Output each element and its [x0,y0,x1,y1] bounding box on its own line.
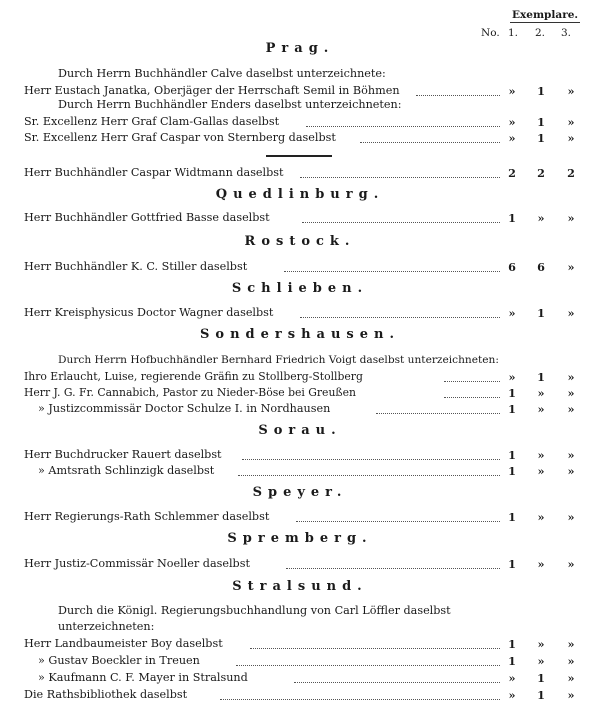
count-col1: » [508,115,516,129]
count-col2: » [537,464,545,478]
count-col3: » [567,654,575,668]
count-col2: 1 [537,671,545,685]
section-heading-rostock: Rostock. [244,234,356,249]
count-col1: 1 [508,510,516,524]
leader-dots [416,79,500,96]
list-row [24,165,576,181]
section-heading-sorau: Sorau. [258,423,342,438]
entry-text: Herr Buchhändler Caspar Widtmann daselbst [24,166,284,179]
count-col2: 2 [537,166,545,180]
leader-dots [376,397,500,414]
intro-stralsund-unterzeichneten: unterzeichneten: [58,620,155,633]
count-col3: » [567,306,575,320]
entry-text: Herr Eustach Janatka, Oberjäger der Herrschaft Semil in Böhmen [24,84,400,97]
count-col2: » [537,386,545,400]
list-row [24,130,576,146]
list-row [24,401,576,417]
count-col3: » [567,557,575,571]
count-col3: » [567,510,575,524]
count-col3: » [567,464,575,478]
count-col2: 1 [537,115,545,129]
entry-text: » Gustav Boeckler in Treuen [38,654,200,667]
count-col2: » [537,211,545,225]
count-col2: » [537,654,545,668]
list-row [24,259,576,275]
leader-dots [238,459,500,476]
count-col1: 1 [508,557,516,571]
count-col2: » [537,402,545,416]
section-heading-prag: Prag. [265,41,335,56]
entry-text: Ihro Erlaucht, Luise, regierende Gräfin zu Stollberg-Stollberg [24,370,363,383]
count-col1: » [508,671,516,685]
entry-text: » Justizcommissär Doctor Schulze I. in Nordhausen [38,402,331,415]
leader-dots [444,365,500,382]
leader-dots [250,632,500,649]
leader-dots [306,110,500,127]
list-row [24,463,576,479]
entry-text: Sr. Excellenz Herr Graf Clam-Gallas daselbst [24,115,280,128]
list-row [24,556,576,572]
count-col2: » [537,448,545,462]
count-col1: » [508,131,516,145]
entry-text: » Kaufmann C. F. Mayer in Stralsund [38,671,248,684]
entry-text: » Amtsrath Schlinzigk daselbst [38,464,215,477]
section-heading-sondershausen: Sondershausen. [200,327,400,342]
count-col3: » [567,688,575,702]
count-col3: » [567,671,575,685]
count-col3: » [567,370,575,384]
count-col3: » [567,386,575,400]
entry-text: Herr Buchhändler K. C. Stiller daselbst [24,260,248,273]
count-col3: » [567,131,575,145]
leader-dots [300,301,500,318]
entry-text: Herr Kreisphysicus Doctor Wagner daselbst [24,306,274,319]
entry-text: Herr Buchhändler Gottfried Basse daselbst [24,211,270,224]
count-col1: » [508,688,516,702]
leader-dots [302,206,500,223]
section-heading-stralsund: Stralsund. [232,579,368,594]
count-col2: » [537,557,545,571]
count-col1: 1 [508,654,516,668]
count-col2: 1 [537,370,545,384]
entry-text: Herr Regierungs-Rath Schlemmer daselbst [24,510,270,523]
count-col2: 1 [537,306,545,320]
count-col3: » [567,402,575,416]
entry-text: Herr Justiz-Commissär Noeller daselbst [24,557,250,570]
section-heading-schlieben: Schlieben. [231,281,369,296]
count-col3: » [567,637,575,651]
count-col2: » [537,510,545,524]
count-col3: » [567,84,575,98]
section-divider [266,155,332,157]
intro-prag-calve: Durch Herrn Buchhändler Calve daselbst unterzeichnete: [58,67,386,80]
leader-dots [286,552,500,569]
list-row [24,509,576,525]
leader-dots [444,381,500,398]
leader-dots [360,126,500,143]
count-col1: » [508,370,516,384]
count-col3: 2 [567,166,575,180]
leader-dots [220,683,500,700]
intro-sondershausen-voigt: Durch Herrn Hofbuchhändler Bernhard Friedrich Voigt daselbst unterzeichneten: [58,354,499,366]
section-heading-quedlinburg: Quedlinburg. [215,187,385,202]
count-col3: » [567,211,575,225]
entry-text: Die Rathsbibliothek daselbst [24,688,188,701]
count-col1: 6 [508,260,516,274]
leader-dots [294,666,500,683]
entry-text: Herr J. G. Fr. Cannabich, Pastor zu Nieder-Böse bei Greußen [24,386,356,399]
leader-dots [242,443,500,460]
count-col2: 1 [537,688,545,702]
count-col2: 6 [537,260,545,274]
count-col1: 1 [508,211,516,225]
count-col1: 1 [508,402,516,416]
list-row [24,210,576,226]
leader-dots [296,505,500,522]
leader-dots [284,255,500,272]
intro-stralsund-loeffler: Durch die Königl. Regierungsbuchhandlung von Carl Löffler daselbst [58,604,451,617]
count-col1: 1 [508,448,516,462]
leader-dots [300,161,500,178]
count-col1: 2 [508,166,516,180]
count-col1: 1 [508,637,516,651]
count-col1: » [508,306,516,320]
count-col2: 1 [537,84,545,98]
section-heading-speyer: Speyer. [252,485,348,500]
count-col3: » [567,448,575,462]
column-no-label: No. [481,27,500,39]
column-header-3: 3. [561,27,572,39]
count-col3: » [567,115,575,129]
list-row [24,687,576,703]
column-header-2: 2. [535,27,546,39]
list-row [24,305,576,321]
entry-text: Sr. Excellenz Herr Graf Caspar von Sternberg daselbst [24,131,336,144]
column-header-1: 1. [508,27,519,39]
leader-dots [236,649,500,666]
section-heading-spremberg: Spremberg. [227,531,373,546]
entry-text: Herr Buchdrucker Rauert daselbst [24,448,222,461]
count-col2: » [537,637,545,651]
count-col3: » [567,260,575,274]
entry-text: Herr Landbaumeister Boy daselbst [24,637,223,650]
count-col1: » [508,84,516,98]
exemplare-label: Exemplare. [512,9,579,21]
intro-prag-enders: Durch Herrn Buchhändler Enders daselbst unterzeichneten: [58,98,402,111]
count-col2: 1 [537,131,545,145]
count-col1: 1 [508,386,516,400]
count-col1: 1 [508,464,516,478]
